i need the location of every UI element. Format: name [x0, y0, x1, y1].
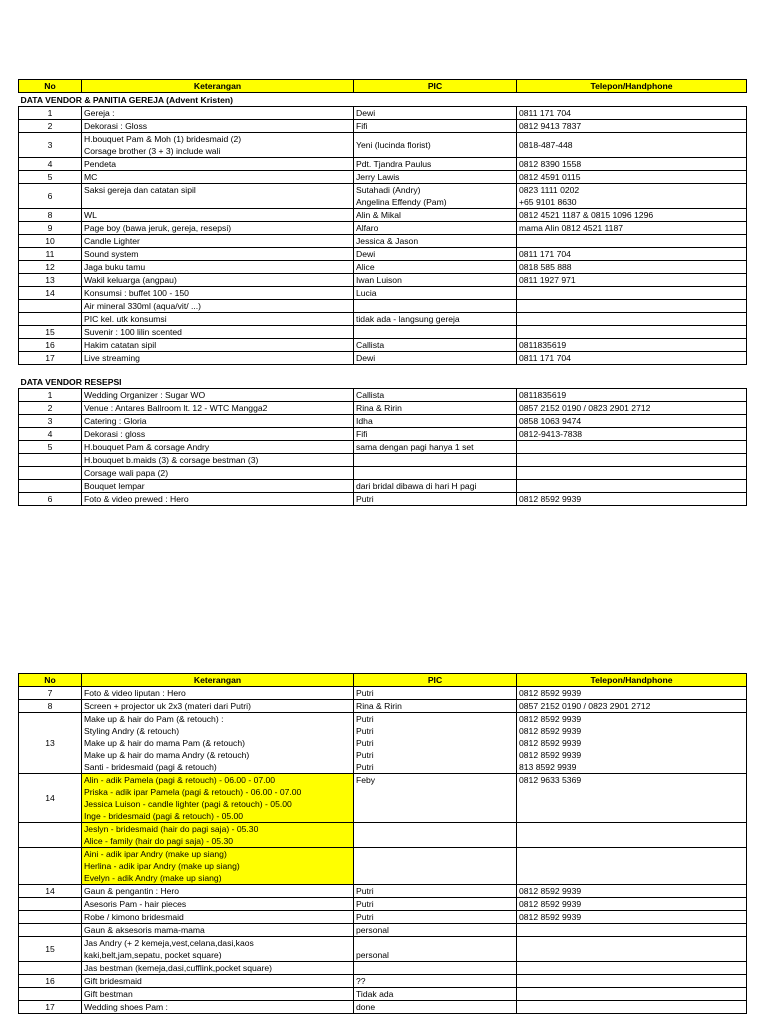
row-pic-line: Putri — [356, 762, 374, 772]
row-keterangan: Wakil keluarga (angpau) — [82, 274, 354, 287]
row-keterangan-line: Santi - bridesmaid (pagi & retouch) — [84, 762, 217, 772]
reception-vendor-rows — [19, 389, 747, 506]
row-keterangan: Live streaming — [82, 352, 354, 365]
row-keterangan: Corsage wali papa (2) — [82, 467, 354, 480]
table-row — [19, 428, 747, 441]
row-number — [19, 962, 82, 975]
row-keterangan-line: Alice - family (hair do pagi saja) - 05.30 — [84, 836, 234, 846]
table-row — [19, 962, 747, 975]
row-pic — [354, 467, 517, 480]
row-number: 6 — [19, 184, 82, 209]
row-keterangan: Venue : Antares Ballroom lt. 12 - WTC Mangga2 — [82, 402, 354, 415]
row-telepon: 0818 585 888 — [517, 261, 747, 274]
table-row — [19, 415, 747, 428]
row-keterangan — [82, 937, 354, 962]
table-row — [19, 911, 747, 924]
row-telepon-line — [519, 810, 744, 822]
row-keterangan-line: Make up & hair do mama Pam (& retouch) — [84, 738, 245, 748]
table-row — [19, 235, 747, 248]
row-keterangan-line: Jessica Luison - candle lighter (pagi & retouch) - 05.00 — [84, 799, 292, 809]
row-telepon-line: 0812 8592 9939 — [519, 750, 582, 760]
row-pic: done — [354, 1001, 517, 1014]
row-keterangan-line: Alin - adik Pamela (pagi & retouch) - 06.00 - 07.00 — [84, 775, 276, 785]
row-pic: Jerry Lawis — [354, 171, 517, 184]
row-number: 13 — [19, 713, 82, 774]
row-telepon-line: 0812 9633 5369 — [519, 775, 582, 785]
header-no: No — [19, 674, 82, 687]
row-number: 15 — [19, 937, 82, 962]
row-telepon — [517, 454, 747, 467]
section-title-reception: DATA VENDOR RESEPSI — [20, 377, 122, 387]
row-telepon — [517, 1001, 747, 1014]
row-telepon-line — [519, 786, 744, 798]
row-telepon-line — [519, 860, 744, 872]
table-row — [19, 700, 747, 713]
table-row — [19, 158, 747, 171]
row-pic — [354, 774, 517, 823]
row-number — [19, 480, 82, 493]
church-vendor-table — [18, 79, 747, 365]
row-number: 16 — [19, 339, 82, 352]
row-telepon — [517, 962, 747, 975]
row-keterangan: Asesoris Pam - hair pieces — [82, 898, 354, 911]
row-telepon — [517, 326, 747, 339]
row-pic: Tidak ada — [354, 988, 517, 1001]
row-pic: Alin & Mikal — [354, 209, 517, 222]
row-number: 16 — [19, 975, 82, 988]
row-telepon — [517, 300, 747, 313]
row-pic — [354, 326, 517, 339]
table-row — [19, 274, 747, 287]
row-pic: Dewi — [354, 248, 517, 261]
row-telepon — [517, 184, 747, 209]
table-row — [19, 687, 747, 700]
row-pic-line — [356, 937, 514, 949]
row-number: 3 — [19, 415, 82, 428]
row-telepon — [517, 988, 747, 1001]
row-telepon: 0811 171 704 — [517, 107, 747, 120]
table-row — [19, 848, 747, 885]
row-keterangan: Hakim catatan sipil — [82, 339, 354, 352]
table-row — [19, 924, 747, 937]
row-pic-line — [356, 872, 514, 884]
row-pic-line — [356, 810, 514, 822]
row-number: 2 — [19, 120, 82, 133]
row-keterangan: Foto & video liputan : Hero — [82, 687, 354, 700]
row-telepon: 0812 4591 0115 — [517, 171, 747, 184]
row-keterangan: H.bouquet b.maids (3) & corsage bestman (3) — [82, 454, 354, 467]
row-keterangan: Konsumsi : buffet 100 - 150 — [82, 287, 354, 300]
row-pic: Putri — [354, 885, 517, 898]
row-keterangan: Suvenir : 100 lilin scented — [82, 326, 354, 339]
table-row — [19, 454, 747, 467]
row-keterangan: Jas bestman (kemeja,dasi,cufflink,pocket square) — [82, 962, 354, 975]
row-number — [19, 823, 82, 848]
row-number: 2 — [19, 402, 82, 415]
row-telepon — [517, 823, 747, 848]
row-pic: Lucia — [354, 287, 517, 300]
header-pic: PIC — [354, 80, 517, 93]
row-telepon — [517, 441, 747, 454]
row-pic: Jessica & Jason — [354, 235, 517, 248]
section-title-church: DATA VENDOR & PANITIA GEREJA (Advent Kristen) — [20, 95, 233, 105]
row-pic — [354, 713, 517, 774]
row-telepon: 0858 1063 9474 — [517, 415, 747, 428]
table-row — [19, 441, 747, 454]
row-telepon — [517, 480, 747, 493]
row-pic: Rina & Ririn — [354, 402, 517, 415]
row-telepon: 0811835619 — [517, 339, 747, 352]
table-row — [19, 389, 747, 402]
row-pic: dari bridal dibawa di hari H pagi — [354, 480, 517, 493]
row-keterangan — [82, 184, 354, 209]
row-number: 1 — [19, 389, 82, 402]
table-row — [19, 107, 747, 120]
row-pic — [354, 454, 517, 467]
church-vendor-rows — [19, 107, 747, 365]
table-header-row — [19, 674, 747, 687]
row-telepon: 0812 8390 1558 — [517, 158, 747, 171]
row-number: 4 — [19, 428, 82, 441]
row-number: 9 — [19, 222, 82, 235]
row-number: 4 — [19, 158, 82, 171]
row-telepon-line: 0812 8592 9939 — [519, 738, 582, 748]
header-telepon: Telepon/Handphone — [517, 674, 747, 687]
row-pic: Putri — [354, 687, 517, 700]
row-pic: Dewi — [354, 352, 517, 365]
row-keterangan: Candle Lighter — [82, 235, 354, 248]
row-pic-line: Putri — [356, 726, 374, 736]
row-number: 14 — [19, 774, 82, 823]
row-telepon: 0812 9413 7837 — [517, 120, 747, 133]
row-pic-line — [356, 848, 514, 860]
row-keterangan-line: Aini - adik ipar Andry (make up siang) — [84, 849, 227, 859]
row-number — [19, 911, 82, 924]
row-number: 8 — [19, 700, 82, 713]
row-pic-line — [356, 860, 514, 872]
row-telepon: 0811 1927 971 — [517, 274, 747, 287]
row-telepon-line — [519, 872, 744, 884]
row-keterangan: PIC kel. utk konsumsi — [82, 313, 354, 326]
row-keterangan: Gaun & pengantin : Hero — [82, 885, 354, 898]
header-keterangan: Keterangan — [82, 674, 354, 687]
table-row — [19, 120, 747, 133]
row-pic: Putri — [354, 911, 517, 924]
row-keterangan: Dekorasi : gloss — [82, 428, 354, 441]
table-row — [19, 300, 747, 313]
table-row — [19, 352, 747, 365]
row-telepon — [517, 235, 747, 248]
row-number: 12 — [19, 261, 82, 274]
row-keterangan: Gift bridesmaid — [82, 975, 354, 988]
row-keterangan-line: Make up & hair do Pam (& retouch) : — [84, 714, 224, 724]
row-number — [19, 300, 82, 313]
row-telepon-line: +65 9101 8630 — [519, 197, 577, 207]
section-title-row — [19, 93, 747, 107]
row-keterangan: Foto & video prewed : Hero — [82, 493, 354, 506]
row-telepon-line: 0818-487-448 — [519, 140, 573, 150]
row-number — [19, 313, 82, 326]
table-row — [19, 480, 747, 493]
header-pic: PIC — [354, 674, 517, 687]
row-keterangan-line: Herlina - adik ipar Andry (make up siang) — [84, 861, 240, 871]
vendor-rows-continued — [19, 687, 747, 1014]
table-row — [19, 222, 747, 235]
row-number: 5 — [19, 441, 82, 454]
row-keterangan-line: Evelyn - adik Andry (make up siang) — [84, 873, 222, 883]
row-telepon: 0812 8592 9939 — [517, 885, 747, 898]
row-pic: ?? — [354, 975, 517, 988]
row-keterangan: Catering : Gloria — [82, 415, 354, 428]
table-row — [19, 898, 747, 911]
row-number: 11 — [19, 248, 82, 261]
row-keterangan-line: Make up & hair do mama Andry (& retouch) — [84, 750, 250, 760]
table-row — [19, 823, 747, 848]
row-telepon: 0812-9413-7838 — [517, 428, 747, 441]
row-telepon-line — [519, 798, 744, 810]
row-keterangan-line: Corsage brother (3 + 3) include wali — [84, 146, 221, 156]
row-keterangan-line: Jeslyn - bridesmaid (hair do pagi saja) - 05.30 — [84, 824, 259, 834]
row-telepon — [517, 937, 747, 962]
row-telepon — [517, 133, 747, 158]
row-telepon — [517, 975, 747, 988]
row-pic: Fifi — [354, 120, 517, 133]
row-keterangan: WL — [82, 209, 354, 222]
row-telepon-line — [519, 835, 744, 847]
row-pic: tidak ada - langsung gereja — [354, 313, 517, 326]
row-telepon: 0812 8592 9939 — [517, 687, 747, 700]
row-number — [19, 467, 82, 480]
row-keterangan-line: Saksi gereja dan catatan sipil — [84, 185, 196, 195]
row-number: 15 — [19, 326, 82, 339]
row-number: 5 — [19, 171, 82, 184]
header-telepon: Telepon/Handphone — [517, 80, 747, 93]
row-telepon-line — [519, 823, 744, 835]
row-pic: Idha — [354, 415, 517, 428]
row-keterangan — [82, 713, 354, 774]
row-pic — [354, 133, 517, 158]
row-number — [19, 848, 82, 885]
table-row — [19, 713, 747, 774]
row-telepon-line: 0812 8592 9939 — [519, 726, 582, 736]
row-pic: sama dengan pagi hanya 1 set — [354, 441, 517, 454]
row-telepon — [517, 713, 747, 774]
row-keterangan-line: kaki,belt,jam,sepatu, pocket square) — [84, 950, 222, 960]
row-pic: Dewi — [354, 107, 517, 120]
row-keterangan: Wedding Organizer : Sugar WO — [82, 389, 354, 402]
row-pic-line: Yeni (lucinda florist) — [356, 140, 431, 150]
row-keterangan: Air mineral 330ml (aqua/vit/ ...) — [82, 300, 354, 313]
row-keterangan — [82, 133, 354, 158]
row-pic-line — [356, 835, 514, 847]
row-keterangan-line: H.bouquet Pam & Moh (1) bridesmaid (2) — [84, 134, 242, 144]
row-number: 17 — [19, 1001, 82, 1014]
row-pic-line — [356, 798, 514, 810]
row-keterangan: Gereja : — [82, 107, 354, 120]
row-telepon — [517, 287, 747, 300]
row-pic-line — [356, 786, 514, 798]
row-pic: Callista — [354, 339, 517, 352]
row-telepon-line: 0812 8592 9939 — [519, 714, 582, 724]
row-telepon-line: 813 8592 9939 — [519, 762, 577, 772]
row-telepon — [517, 774, 747, 823]
row-keterangan: Dekorasi : Gloss — [82, 120, 354, 133]
table-row — [19, 988, 747, 1001]
table-row — [19, 209, 747, 222]
row-number: 8 — [19, 209, 82, 222]
row-number — [19, 454, 82, 467]
table-row — [19, 402, 747, 415]
row-keterangan: Gaun & aksesoris mama-mama — [82, 924, 354, 937]
row-telepon-line: 0823 1111 0202 — [519, 185, 580, 195]
row-number: 10 — [19, 235, 82, 248]
row-number — [19, 988, 82, 1001]
row-telepon: 0857 2152 0190 / 0823 2901 2712 — [517, 402, 747, 415]
row-pic — [354, 962, 517, 975]
vendor-table-continued — [18, 673, 747, 1014]
row-keterangan-line: Inge - bridesmaid (pagi & retouch) - 05.00 — [84, 811, 244, 821]
table-row — [19, 493, 747, 506]
row-telepon: 0811835619 — [517, 389, 747, 402]
row-number: 3 — [19, 133, 82, 158]
row-telepon: 0812 8592 9939 — [517, 898, 747, 911]
row-telepon — [517, 467, 747, 480]
row-number: 14 — [19, 885, 82, 898]
row-number: 1 — [19, 107, 82, 120]
row-keterangan: Jaga buku tamu — [82, 261, 354, 274]
table-row — [19, 248, 747, 261]
row-keterangan: H.bouquet Pam & corsage Andry — [82, 441, 354, 454]
row-telepon: 0812 8592 9939 — [517, 493, 747, 506]
table-row — [19, 133, 747, 158]
row-telepon-line — [519, 949, 744, 961]
table-row — [19, 184, 747, 209]
table-row — [19, 326, 747, 339]
row-pic-line: Feby — [356, 775, 376, 785]
row-telepon: 0811 171 704 — [517, 352, 747, 365]
row-keterangan: Screen + projector uk 2x3 (materi dari Putri) — [82, 700, 354, 713]
row-pic-line — [356, 823, 514, 835]
row-pic: personal — [354, 924, 517, 937]
row-keterangan-line: Priska - adik ipar Pamela (pagi & retouch) - 06.00 - 07.00 — [84, 787, 302, 797]
row-pic: Putri — [354, 493, 517, 506]
row-telepon: mama Alin 0812 4521 1187 — [517, 222, 747, 235]
row-keterangan — [82, 848, 354, 885]
row-number — [19, 924, 82, 937]
row-keterangan: Sound system — [82, 248, 354, 261]
row-telepon: 0811 171 704 — [517, 248, 747, 261]
row-keterangan: Bouquet lempar — [82, 480, 354, 493]
row-keterangan: Wedding shoes Pam : — [82, 1001, 354, 1014]
table-row — [19, 313, 747, 326]
table-row — [19, 261, 747, 274]
row-pic: Fifi — [354, 428, 517, 441]
row-pic-line: Putri — [356, 714, 374, 724]
row-number: 7 — [19, 687, 82, 700]
table-row — [19, 467, 747, 480]
row-keterangan-line: Styling Andry (& retouch) — [84, 726, 180, 736]
row-pic: Iwan Luison — [354, 274, 517, 287]
table-row — [19, 885, 747, 898]
row-telepon: 0812 4521 1187 & 0815 1096 1296 — [517, 209, 747, 222]
row-telepon-line — [519, 937, 744, 949]
row-keterangan — [82, 823, 354, 848]
row-pic: Alfaro — [354, 222, 517, 235]
row-pic — [354, 848, 517, 885]
row-keterangan: MC — [82, 171, 354, 184]
table-row — [19, 339, 747, 352]
row-number: 17 — [19, 352, 82, 365]
table-header-row — [19, 80, 747, 93]
row-telepon — [517, 313, 747, 326]
row-number: 13 — [19, 274, 82, 287]
row-pic — [354, 184, 517, 209]
row-pic: Rina & Ririn — [354, 700, 517, 713]
row-telepon: 0857 2152 0190 / 0823 2901 2712 — [517, 700, 747, 713]
row-keterangan-line: Jas Andry (+ 2 kemeja,vest,celana,dasi,kaos — [84, 938, 254, 948]
row-keterangan: Gift bestman — [82, 988, 354, 1001]
row-keterangan: Pendeta — [82, 158, 354, 171]
table-row — [19, 171, 747, 184]
row-telepon-line — [519, 848, 744, 860]
row-pic — [354, 937, 517, 962]
row-pic: Callista — [354, 389, 517, 402]
row-pic-line: Angelina Effendy (Pam) — [356, 197, 447, 207]
row-keterangan: Page boy (bawa jeruk, gereja, resepsi) — [82, 222, 354, 235]
row-number — [19, 898, 82, 911]
row-pic-line: Putri — [356, 750, 374, 760]
row-keterangan: Robe / kimono bridesmaid — [82, 911, 354, 924]
table-row — [19, 287, 747, 300]
row-pic-line: Sutahadi (Andry) — [356, 185, 421, 195]
section-title-row — [19, 375, 747, 389]
table-row — [19, 937, 747, 962]
row-keterangan-line — [84, 196, 351, 208]
row-pic-line: Putri — [356, 738, 374, 748]
header-keterangan: Keterangan — [82, 80, 354, 93]
row-telepon: 0812 8592 9939 — [517, 911, 747, 924]
table-row — [19, 1001, 747, 1014]
row-pic: Putri — [354, 898, 517, 911]
row-pic-line: personal — [356, 950, 389, 960]
row-number: 14 — [19, 287, 82, 300]
reception-vendor-table — [18, 375, 747, 506]
row-telepon — [517, 924, 747, 937]
table-row — [19, 975, 747, 988]
row-pic — [354, 300, 517, 313]
header-no: No — [19, 80, 82, 93]
row-pic — [354, 823, 517, 848]
table-row — [19, 774, 747, 823]
row-number: 6 — [19, 493, 82, 506]
row-pic: Alice — [354, 261, 517, 274]
row-keterangan — [82, 774, 354, 823]
row-pic: Pdt. Tjandra Paulus — [354, 158, 517, 171]
row-telepon — [517, 848, 747, 885]
